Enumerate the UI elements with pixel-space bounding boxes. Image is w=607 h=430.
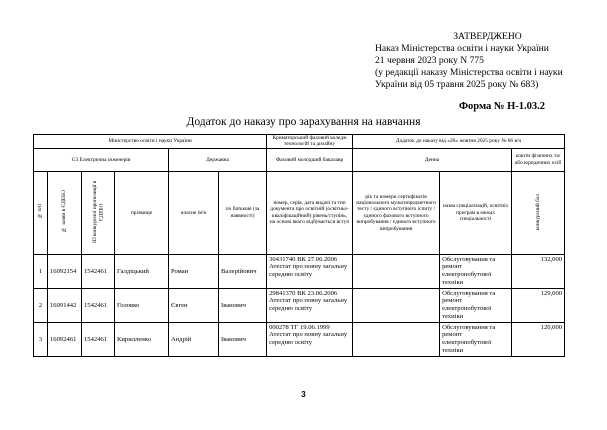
- row-specialization: Обслуговування та ремонт електропобутової техніки: [440, 254, 512, 288]
- table-row: [34, 322, 565, 356]
- col-patronymic: по батькові (за наявності): [219, 171, 267, 254]
- row-document: 000278 ТГ 19.06.1999 Атестат про повну загальну середню освіту: [267, 322, 353, 356]
- row-surname: Галдіцький: [115, 254, 169, 288]
- header-row-1: [34, 135, 565, 149]
- col-certificate: рік та номери сертифікатів національного мультипредметного тесту / єдиного вступного іспиту / єдиного фахового вступного випробування / єдиного вступного випробування: [353, 171, 440, 254]
- ministry-cell: Міністерство освіти і науки України: [34, 135, 267, 149]
- approval-line-2: 21 червня 2023 року N 775: [375, 55, 484, 66]
- row-edbo: 16092154: [48, 254, 82, 288]
- col-competition-id: ID конкурсної пропозиції в ЄДЕБО: [82, 171, 115, 254]
- row-offer: 1542461: [82, 254, 115, 288]
- col-surname: прізвище: [115, 171, 169, 254]
- row-score: 129,000: [512, 288, 565, 322]
- college-cell: Криматорський фаховий коледж технологій та дизайну: [267, 135, 353, 149]
- row-certificate: [353, 288, 440, 322]
- approval-line-1: Наказ Міністерства освіти і науки України: [375, 43, 549, 54]
- row-edbo: 16092461: [48, 322, 82, 356]
- row-name: Роман: [169, 254, 219, 288]
- row-document: 30431740 ВК 27.06.2006 Атестат про повну загальну середню освіту: [267, 254, 353, 288]
- col-edbo-id: № заяви в ЄДЕБО: [48, 171, 82, 254]
- column-header-row: [34, 171, 565, 254]
- row-patronymic: Валерійович: [219, 254, 267, 288]
- approval-stamp: ЗАТВЕРДЖЕНО: [453, 31, 522, 42]
- col-document: номер, серія, дата видачі та тип документа про освітній (освітньо-кваліфікаційний) рівень/ступінь, на основі якого відбувається вступ: [267, 171, 353, 254]
- approval-line-3: (у редакції наказу Міністерства освіти і науки: [375, 67, 563, 78]
- applicants-label-cell: кошти фізичних та/або юридичних осіб: [512, 148, 565, 171]
- row-document: 29841370 ВК 23.06.2006 Атестат про повну загальну середню освіту: [267, 288, 353, 322]
- row-num: 1: [34, 254, 48, 288]
- row-edbo: 16091442: [48, 288, 82, 322]
- row-certificate: [353, 322, 440, 356]
- specialty-cell: G3 Електрична інженерія: [34, 148, 169, 171]
- approval-block: [375, 31, 600, 91]
- row-name: Андрій: [169, 322, 219, 356]
- col-specialization: назва спеціалізацій, освітніх програм в межах спеціальності: [440, 171, 512, 254]
- table-row: [34, 254, 565, 288]
- col-score: конкурсний бал: [512, 171, 565, 254]
- row-specialization: Обслуговування та ремонт електропобутової техніки: [440, 288, 512, 322]
- program-level-cell: Фаховий молодший бакалавр: [267, 148, 353, 171]
- document-title: Додаток до наказу про зарахування на навчання: [186, 116, 421, 128]
- funding-cell: Державна: [169, 148, 267, 171]
- term-cell: Денна: [353, 148, 512, 171]
- row-patronymic: Іванович: [219, 288, 267, 322]
- row-num: 2: [34, 288, 48, 322]
- row-num: 3: [34, 322, 48, 356]
- header-row-2: [34, 148, 565, 171]
- page-number: 3: [301, 390, 306, 399]
- col-name: власне ім'я: [169, 171, 219, 254]
- form-number: Форма № Н-1.03.2: [459, 101, 545, 112]
- row-patronymic: Іванович: [219, 322, 267, 356]
- row-name: Євген: [169, 288, 219, 322]
- row-certificate: [353, 254, 440, 288]
- enrollment-table: [33, 134, 565, 357]
- row-surname: Головко: [115, 288, 169, 322]
- row-score: 120,000: [512, 322, 565, 356]
- col-num: № п/п: [34, 171, 48, 254]
- row-specialization: Обслуговування та ремонт електропобутової техніки: [440, 322, 512, 356]
- row-offer: 1542461: [82, 288, 115, 322]
- row-offer: 1542461: [82, 322, 115, 356]
- row-surname: Кирилленко: [115, 322, 169, 356]
- approval-line-4: України від 05 травня 2025 року № 683): [375, 79, 539, 90]
- table-row: [34, 288, 565, 322]
- order-info-cell: Додаток до наказу від «20» жовтня 2025 року № 66 в/ч: [353, 135, 565, 149]
- row-score: 132,000: [512, 254, 565, 288]
